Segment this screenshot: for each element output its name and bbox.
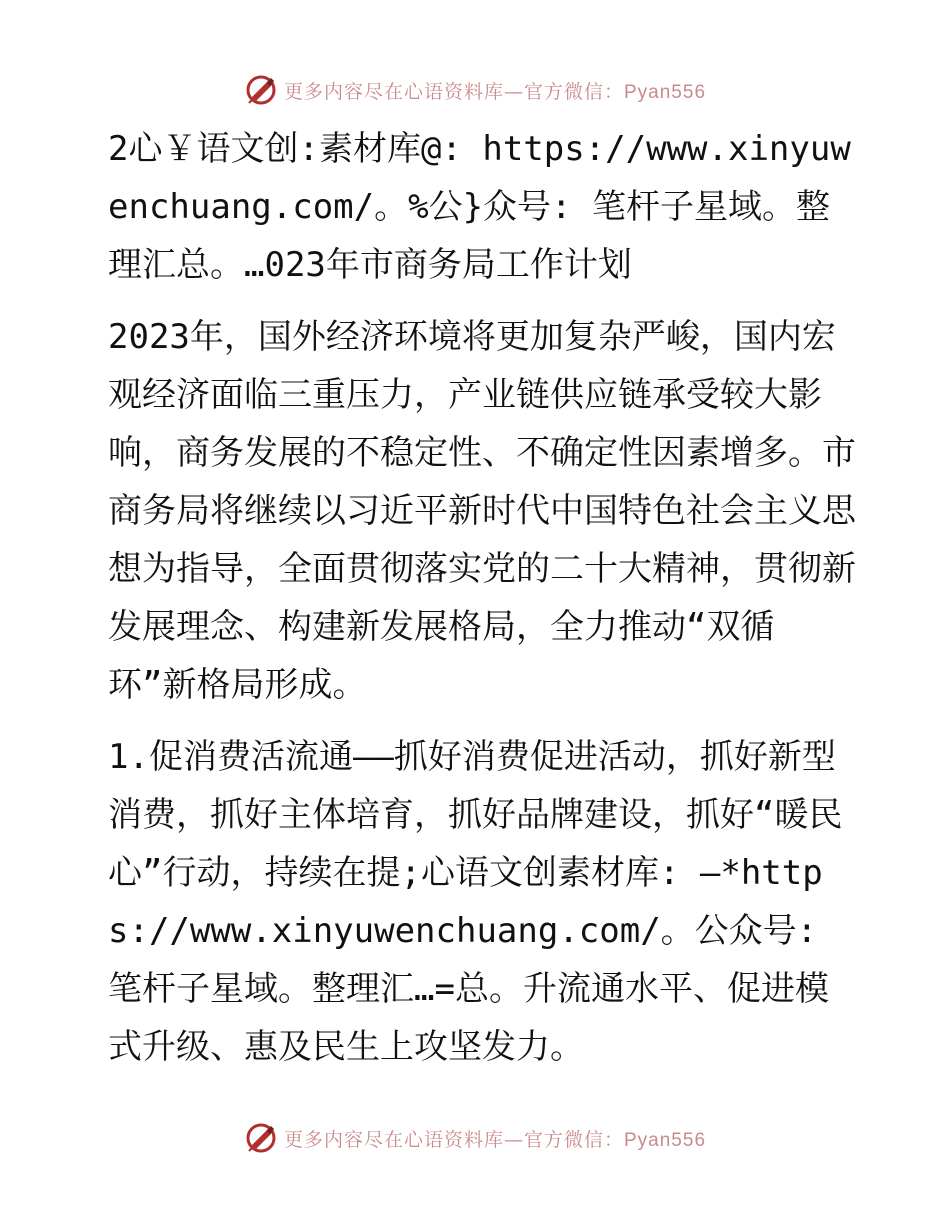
ribbon-pen-logo-icon (244, 1121, 278, 1155)
ribbon-pen-logo-icon (244, 73, 278, 107)
watermark-banner-bottom (0, 1118, 950, 1158)
wechat-id: Pyan556 (624, 1129, 707, 1151)
watermark-text: 更多内容尽在心语资料库—官方微信：Pyan556 (283, 80, 707, 103)
wechat-id: Pyan556 (624, 81, 707, 103)
watermark-text: 更多内容尽在心语资料库—官方微信：Pyan556 (283, 1128, 707, 1151)
watermark-banner-top (0, 70, 950, 110)
paragraph-2: 2023年，国外经济环境将更加复杂严峻，国内宏观经济面临三重压力，产业链供应链承受较大影响，商务发展的不稳定性、不确定性因素增多。市商务局将继续以习近平新时代中国特色社会主义思想为指导，全面贯彻落实党的二十大精神，贯彻新发展理念、构建新发展格局，全力推动“双循环”新格局形成。 (108, 317, 856, 705)
paragraph-1: 2心￥语文创:素材库@: https://www.xinyuwenchuang.com/。%公}众号: 笔杆子星域。整理汇总。…023年市商务局工作计划 (108, 129, 851, 285)
paragraph-3: 1.促消费活流通——抓好消费促进活动，抓好新型消费，抓好主体培育，抓好品牌建设，抓好“暖民心”行动，持续在提;心语文创素材库: —*https://www.xinyuwenchuang.com/。公众号: 笔杆子星域。整理汇…=总。升流通水平、促进模式升级、惠及民生上攻坚发力。 (108, 737, 843, 1067)
document-body (98, 120, 858, 1090)
